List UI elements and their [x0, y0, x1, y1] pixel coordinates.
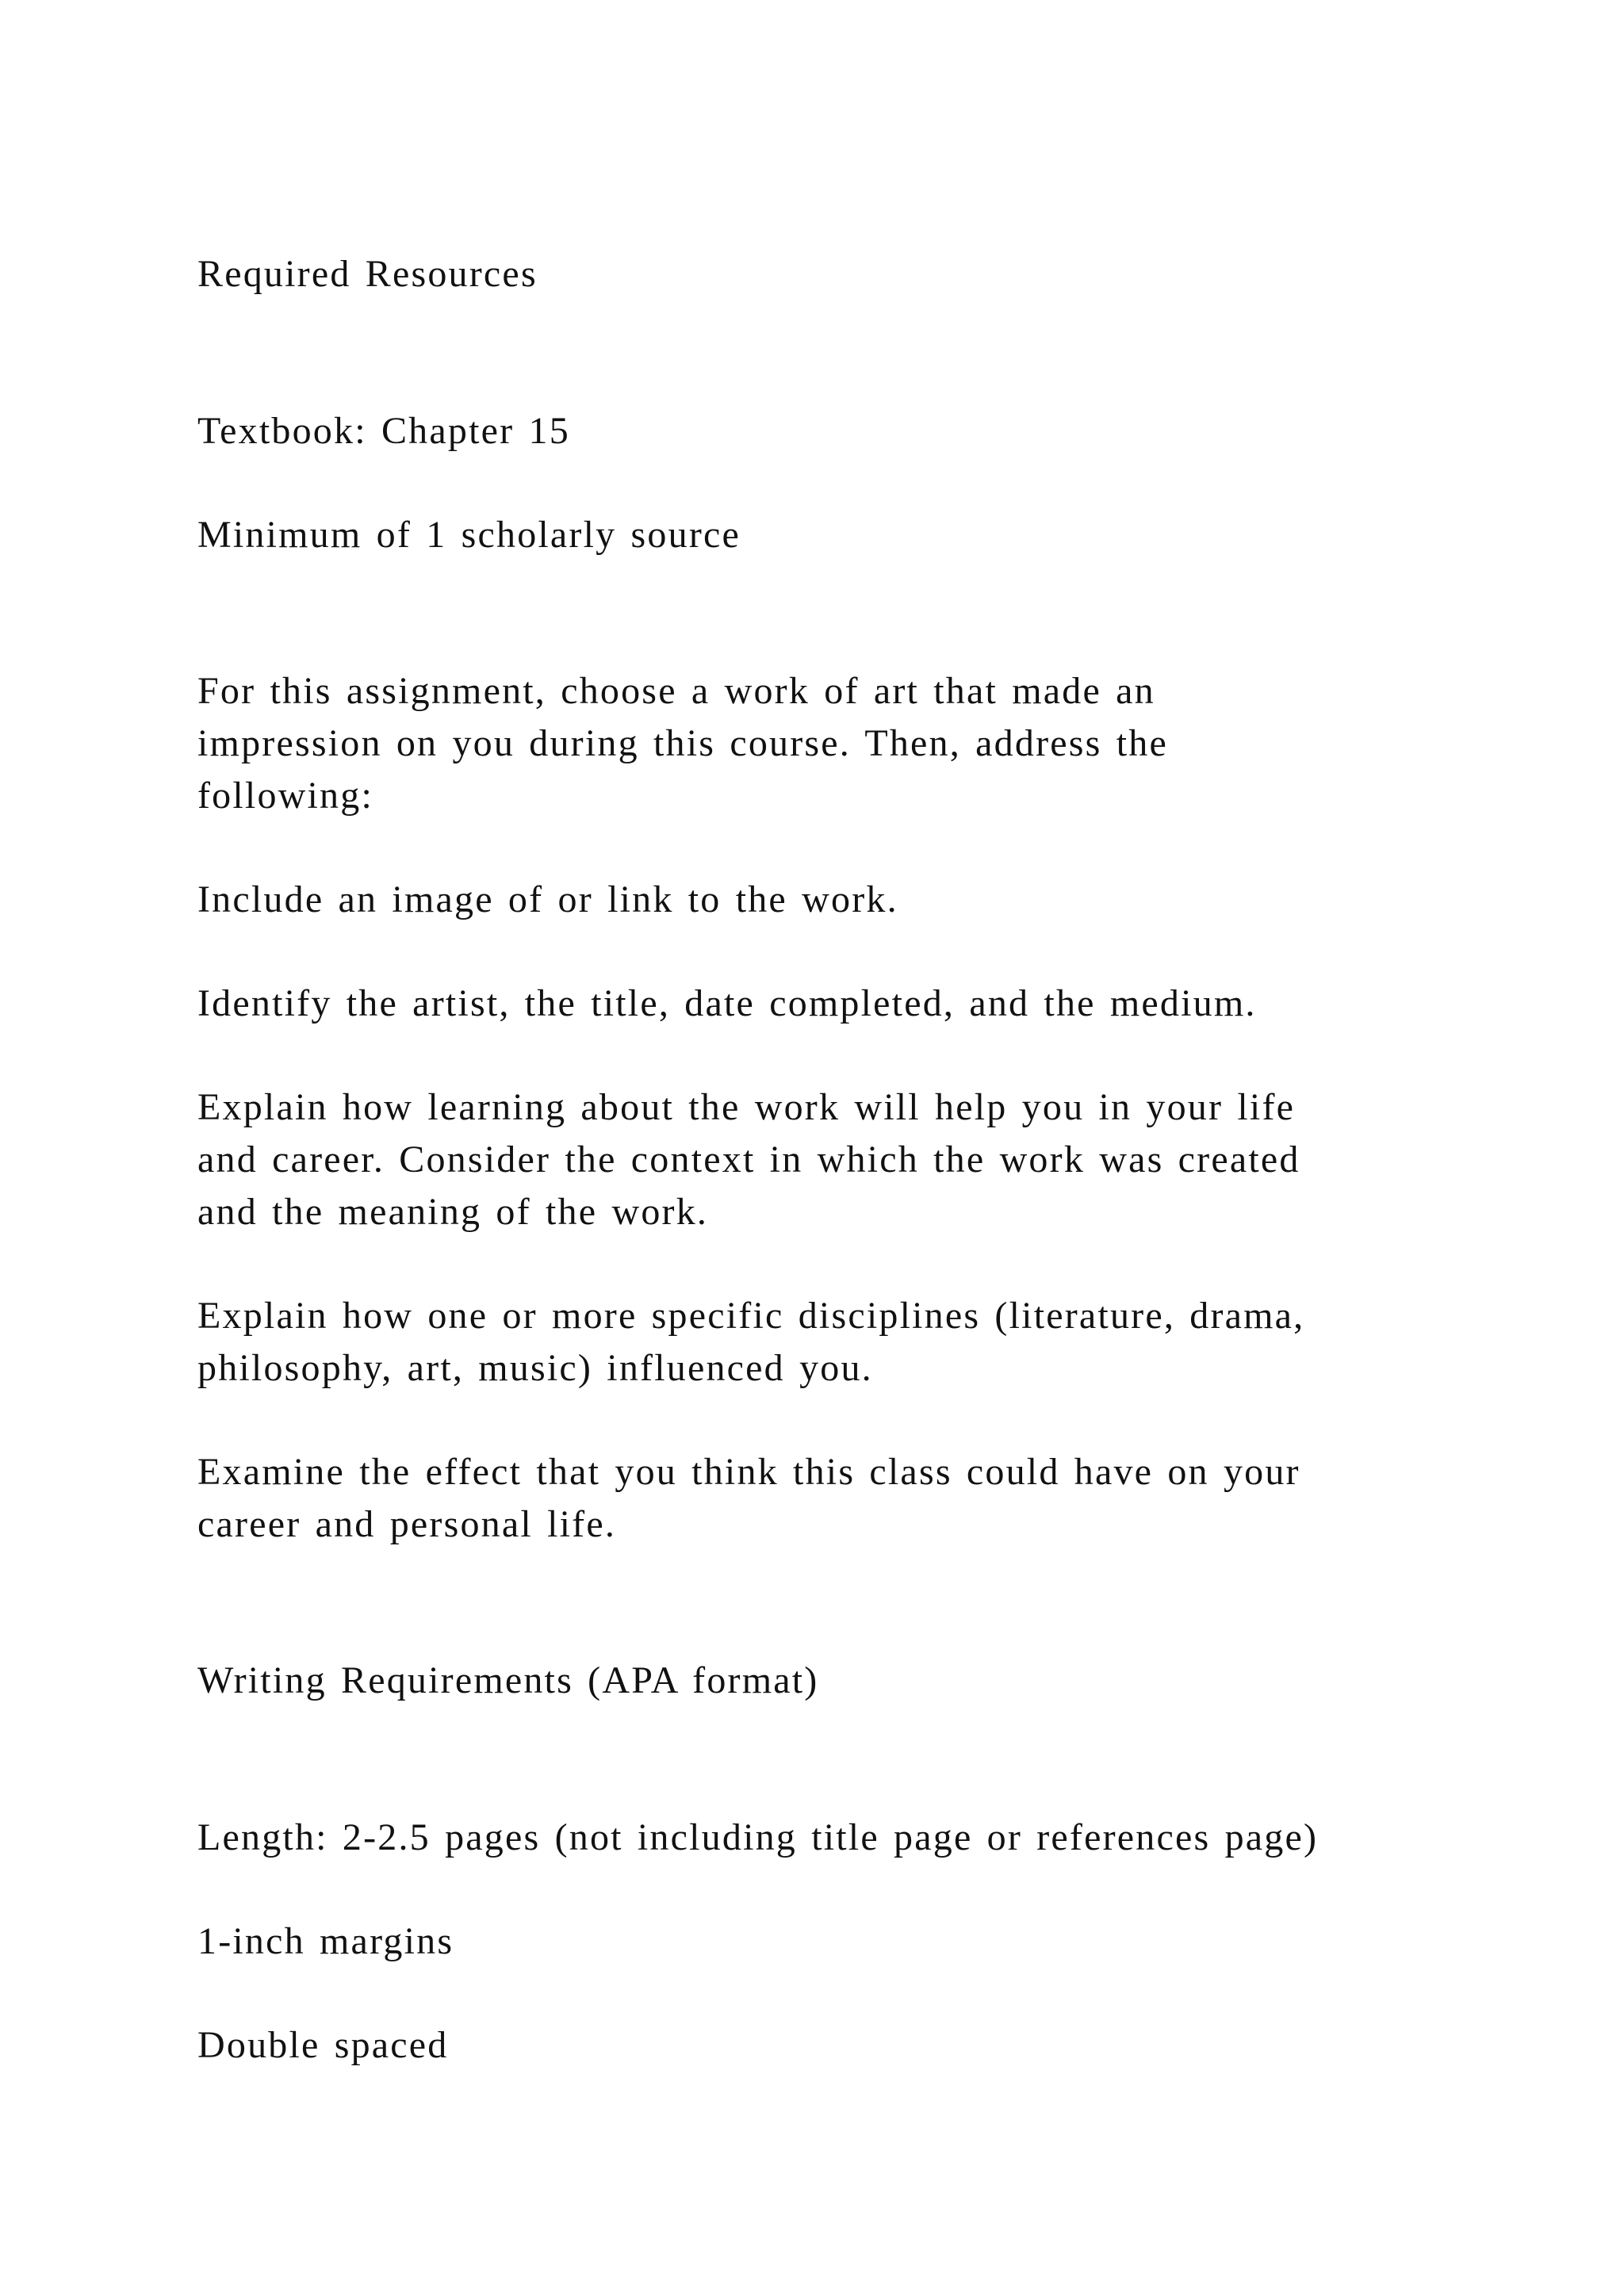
item-examine-line-2: career and personal life. [197, 1503, 617, 1545]
heading-required-resources: Required Resources [197, 253, 538, 295]
intro-line-1: For this assignment, choose a work of art that made an [197, 670, 1155, 712]
textbook-line: Textbook: Chapter 15 [197, 410, 570, 452]
requirement-spacing: Double spaced [197, 2024, 449, 2066]
item-disciplines-line-2: philosophy, art, music) influenced you. [197, 1347, 873, 1389]
requirement-margins: 1-inch margins [197, 1920, 454, 1962]
item-examine-line-1: Examine the effect that you think this class could have on your [197, 1451, 1300, 1493]
item-disciplines-line-1: Explain how one or more specific disciplines (literature, drama, [197, 1295, 1305, 1337]
item-explain-learning-line-2: and career. Consider the context in which the work was created [197, 1138, 1300, 1181]
heading-writing-requirements: Writing Requirements (APA format) [197, 1659, 819, 1701]
item-explain-learning-line-3: and the meaning of the work. [197, 1191, 709, 1233]
item-explain-learning-line-1: Explain how learning about the work will help you in your life [197, 1086, 1296, 1128]
scholarly-source-line: Minimum of 1 scholarly source [197, 514, 741, 556]
requirement-length: Length: 2-2.5 pages (not including title page or references page) [197, 1816, 1319, 1858]
item-include-image: Include an image of or link to the work. [197, 878, 898, 920]
intro-line-2: impression on you during this course. Then, address the [197, 722, 1168, 764]
item-identify: Identify the artist, the title, date completed, and the medium. [197, 982, 1257, 1024]
intro-line-3: following: [197, 775, 373, 817]
